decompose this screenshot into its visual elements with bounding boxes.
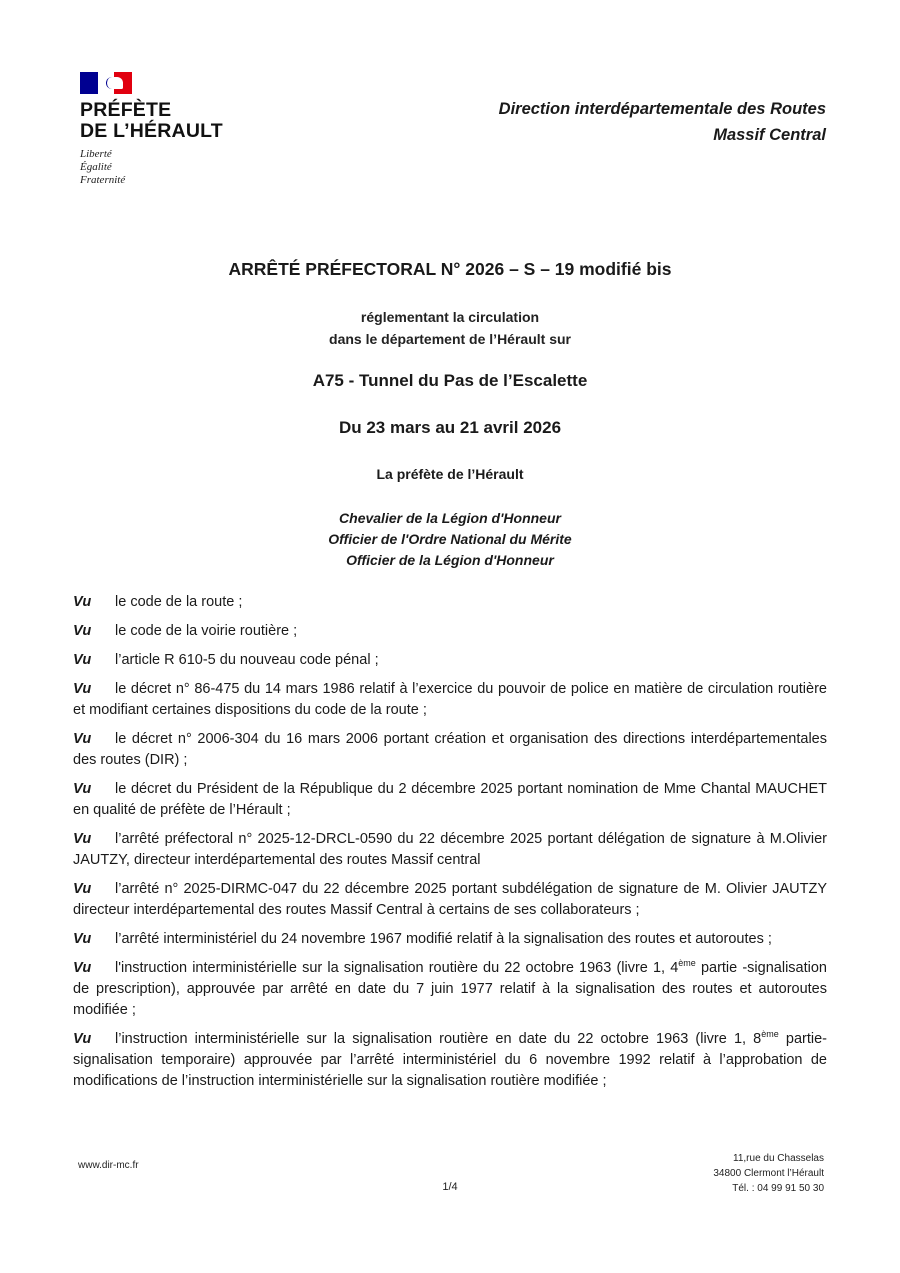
marianne-flag-icon [80, 72, 132, 94]
consideration-item [73, 621, 827, 642]
consideration-text: le décret n° 2006-304 du 16 mars 2006 portant création et organisation des directions interdépartementales des routes (DIR) ; [73, 731, 827, 768]
prefect-name [80, 100, 240, 142]
ordinal-suffix: ème [761, 1029, 779, 1040]
motto-liberte: Liberté [80, 148, 112, 160]
consideration-text-cont: partie-signalisation temporaire) approuvée par l’arrêté interministériel du 6 novembre 1992 relatif à l’approbation de modifications de l’instruction interministérielle sur la signalisation routière modifiée ; [73, 1031, 827, 1089]
vu-label: Vu [73, 960, 92, 976]
vu-label: Vu [73, 881, 92, 897]
ordinal-suffix: ème [678, 958, 696, 969]
honour-2: Officier de l'Ordre National du Mérite [328, 531, 572, 547]
consideration-item [73, 679, 827, 721]
consideration-text: l’arrêté interministériel du 24 novembre 1967 modifié relatif à la signalisation des routes et autoroutes ; [115, 931, 772, 947]
road-section: A75 - Tunnel du Pas de l’Escalette [312, 371, 588, 390]
consideration-item [73, 1029, 827, 1092]
direction-line2: Massif Central [713, 126, 826, 144]
consideration-text: l’article R 610-5 du nouveau code pénal ; [115, 652, 379, 668]
decree-period: Du 23 mars au 21 avril 2026 [338, 418, 562, 437]
author-honours [0, 508, 900, 571]
vu-label: Vu [73, 652, 92, 668]
consideration-text: le décret du Président de la République du 2 décembre 2025 portant nomination de Mme Chantal MAUCHET en qualité de préfète de l’Hérault ; [73, 781, 827, 818]
consideration-item [73, 829, 827, 871]
vu-label: Vu [73, 681, 92, 697]
vu-label: Vu [73, 781, 92, 797]
footer-website: www.dir-mc.fr [78, 1160, 139, 1171]
consideration-text: le code de la route ; [115, 594, 243, 610]
republic-motto [80, 148, 240, 187]
prefecture-logo [80, 72, 240, 187]
consideration-text: le code de la voirie routière ; [115, 623, 298, 639]
consideration-text-cont: partie -signalisation de prescription), approuvée par arrêté en date du 7 juin 1977 relatif à la signalisation des routes et autoroutes modifiée ; [73, 960, 827, 1018]
consideration-text: l’arrêté préfectoral n° 2025-12-DRCL-0590 du 22 décembre 2025 portant délégation de signature à M.Olivier JAUTZY, directeur interdépartemental des routes Massif central [73, 831, 827, 868]
vu-label: Vu [73, 831, 92, 847]
honour-1: Chevalier de la Légion d'Honneur [339, 510, 561, 526]
considerations-list [73, 592, 827, 1100]
address-phone: Tél. : 04 99 91 50 30 [732, 1183, 824, 1194]
consideration-item [73, 650, 827, 671]
consideration-item [73, 879, 827, 921]
subtitle-line2: dans le département de l’Hérault sur [329, 331, 571, 347]
direction-line1: Direction interdépartementale des Routes [498, 100, 826, 118]
prefect-name-line1: PRÉFÈTE [80, 99, 172, 121]
page-number: 1/4 [442, 1181, 458, 1193]
address-street: 11,rue du Chasselas [733, 1153, 824, 1164]
vu-label: Vu [73, 594, 92, 610]
consideration-item [73, 779, 827, 821]
motto-fraternite: Fraternité [80, 174, 126, 186]
consideration-text: l’arrêté n° 2025-DIRMC-047 du 22 décembre 2025 portant subdélégation de signature de M. Olivier JAUTZY directeur interdépartemental des routes Massif Central à certains de ses collaborateurs ; [73, 881, 827, 918]
honour-3: Officier de la Légion d'Honneur [346, 552, 554, 568]
vu-label: Vu [73, 731, 92, 747]
address-city: 34800 Clermont l’Hérault [713, 1168, 824, 1179]
vu-label: Vu [73, 623, 92, 639]
consideration-text: l'instruction interministérielle sur la signalisation routière du 22 octobre 1963 (livre 1, 4 [115, 960, 679, 976]
consideration-item [73, 958, 827, 1021]
vu-label: Vu [73, 1031, 92, 1047]
consideration-text: le décret n° 86-475 du 14 mars 1986 relatif à l’exercice du pouvoir de police en matière de circulation routière et modifiant certaines dispositions du code de la route ; [73, 681, 827, 718]
decree-title: ARRÊTÉ PRÉFECTORAL N° 2026 – S – 19 modifié bis [228, 259, 672, 279]
prefect-name-line2: DE L’HÉRAULT [80, 120, 223, 142]
decree-subtitle [0, 306, 900, 350]
consideration-text: l’instruction interministérielle sur la signalisation routière en date du 22 octobre 1963 (livre 1, 8 [115, 1031, 762, 1047]
decree-author: La préfète de l’Hérault [376, 466, 524, 482]
footer-address [713, 1151, 824, 1196]
issuing-direction [499, 96, 826, 148]
vu-label: Vu [73, 931, 92, 947]
consideration-item [73, 929, 827, 950]
motto-egalite: Égalité [80, 161, 112, 173]
consideration-item [73, 729, 827, 771]
subtitle-line1: réglementant la circulation [360, 309, 540, 325]
consideration-item [73, 592, 827, 613]
